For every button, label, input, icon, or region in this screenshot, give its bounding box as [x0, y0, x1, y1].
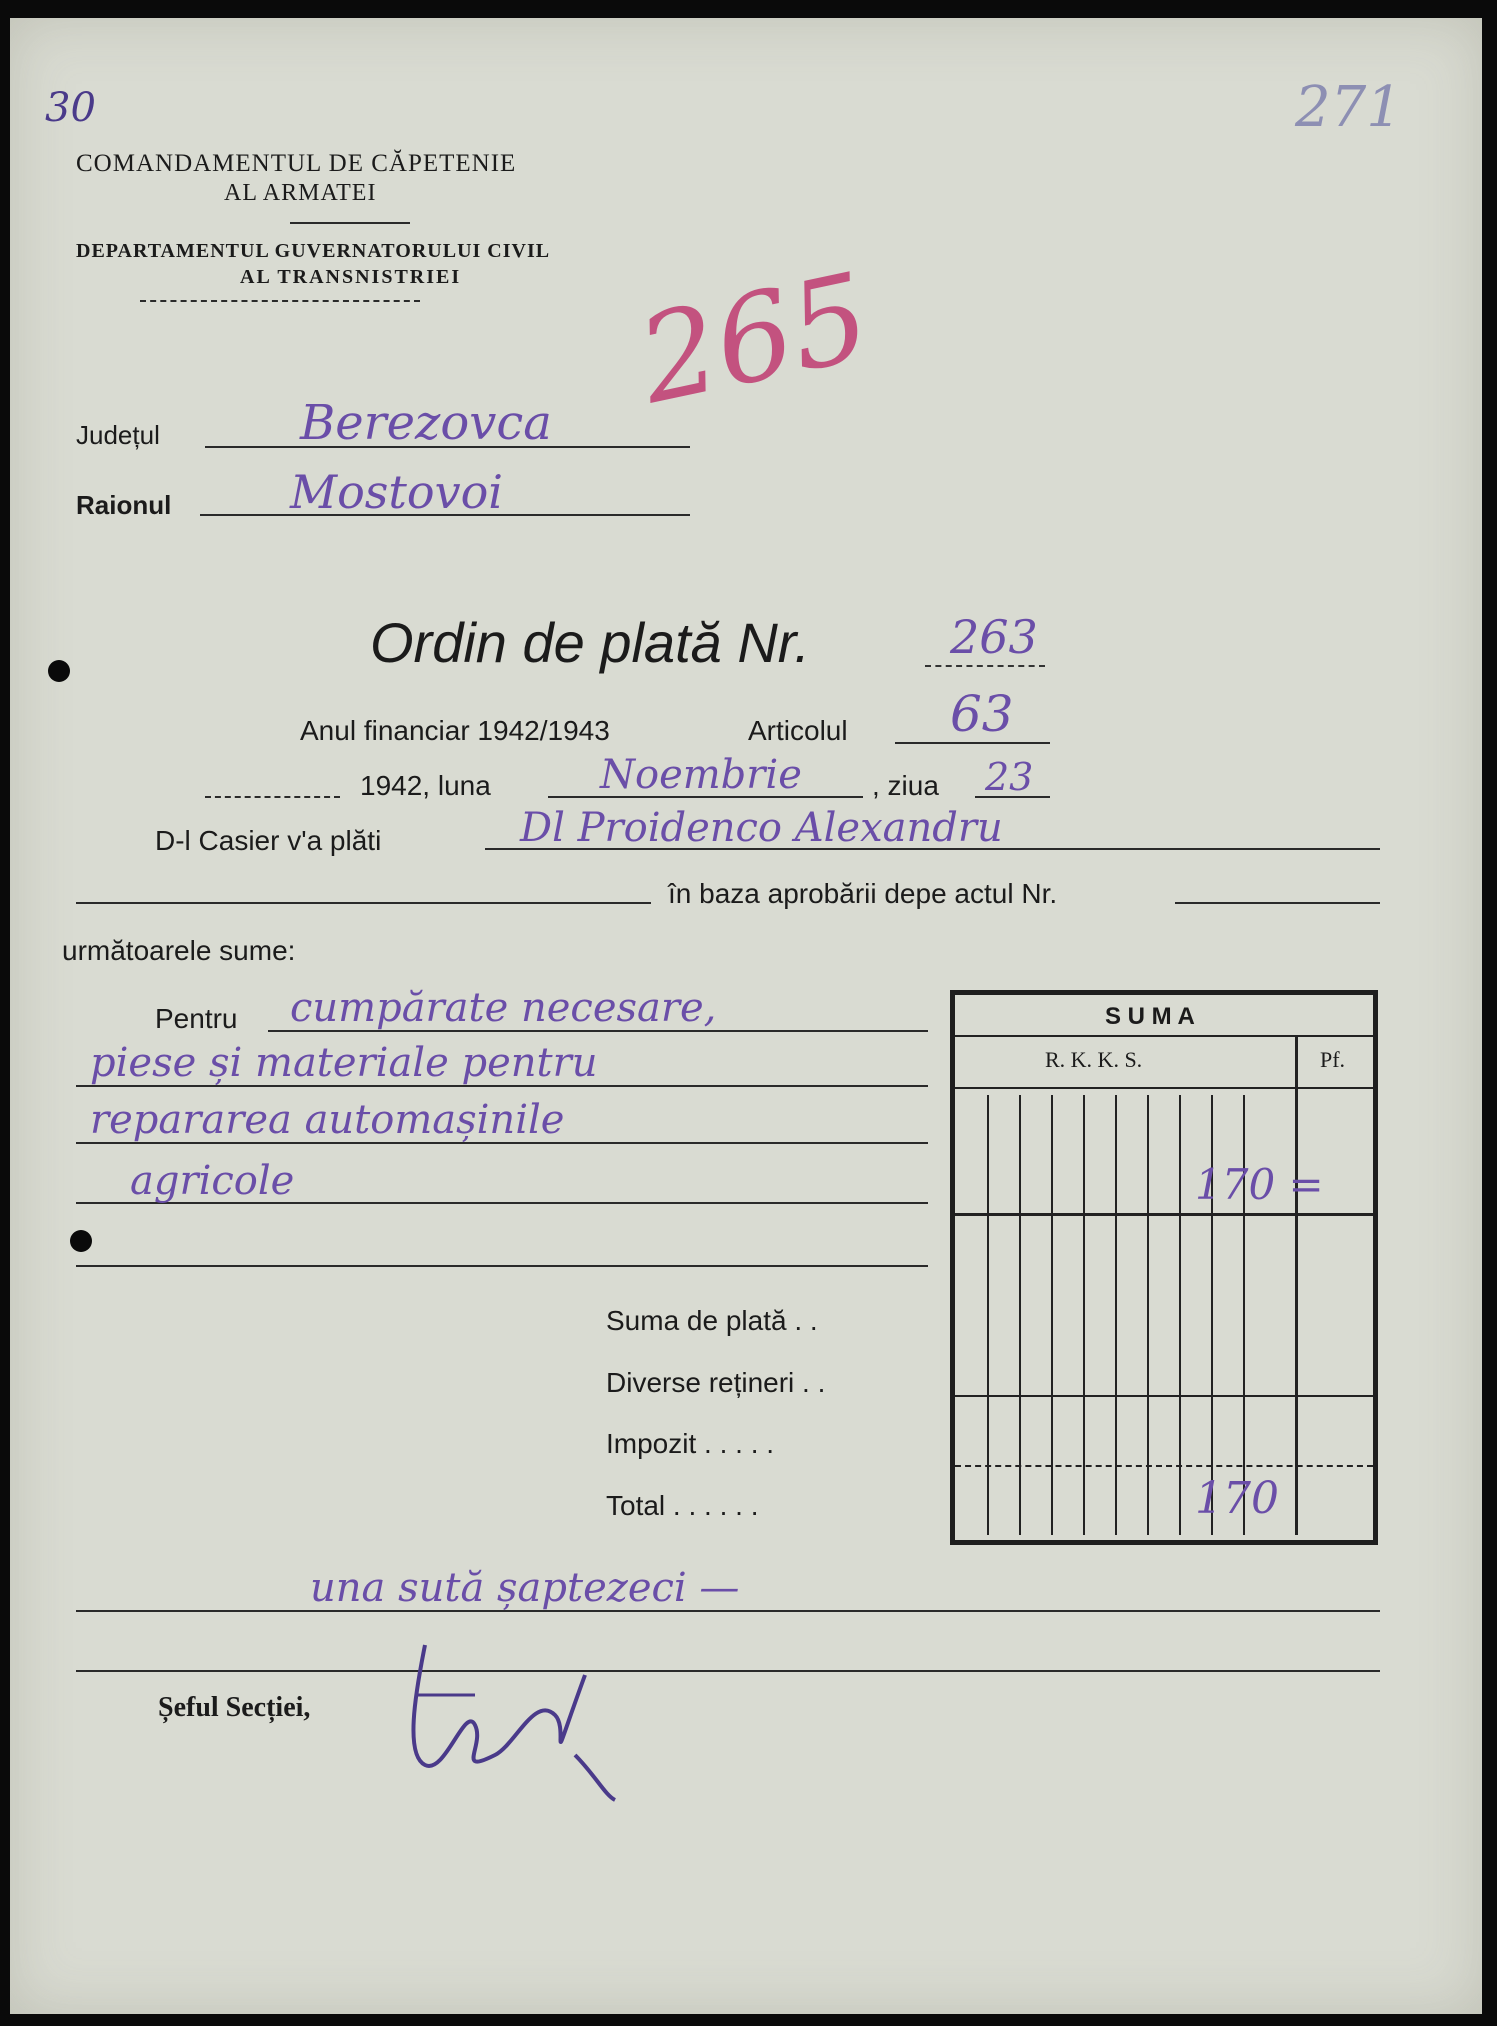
suma-rkks-header: R. K. K. S.	[1045, 1047, 1143, 1072]
purpose-line-5	[76, 1265, 928, 1267]
amount-words-line	[76, 1610, 1380, 1612]
purpose-text-1: cumpărate necesare,	[290, 985, 717, 1031]
header-line-1: COMANDAMENTUL DE CĂPETENIE	[76, 150, 517, 177]
suma-table	[950, 990, 1378, 1545]
suma-pf-header: Pf.	[1320, 1047, 1346, 1072]
amount-in-words: una sută șaptezeci —	[310, 1565, 740, 1611]
purpose-text-4: agricole	[130, 1158, 295, 1204]
luna-value: Noembrie	[600, 752, 802, 798]
suma-total-amount: 170	[1195, 1473, 1279, 1524]
header-divider	[290, 222, 410, 224]
impozit-label: Impozit . . . . .	[606, 1428, 775, 1459]
total-label: Total . . . . . .	[606, 1490, 759, 1521]
purpose-text-3: repararea automașinile	[90, 1097, 565, 1143]
binder-hole	[70, 1230, 92, 1252]
suma-subheader-divider	[955, 1087, 1373, 1089]
header-line-3: DEPARTAMENTUL GUVERNATORULUI CIVIL	[76, 240, 551, 262]
suma-pf-divider	[1295, 1035, 1298, 1535]
header-line-4: AL TRANSNISTRIEI	[240, 266, 462, 288]
purpose-text-2: piese și materiale pentru	[90, 1040, 598, 1086]
blank-line	[76, 1670, 1380, 1672]
binder-hole	[48, 660, 70, 682]
suma-de-plata-label: Suma de plată . .	[606, 1305, 818, 1336]
articol-label: Articolul	[748, 715, 848, 746]
suma-column	[987, 1095, 989, 1535]
raion-value: Mostovoi	[290, 465, 503, 519]
baza-prefix-line	[76, 902, 651, 904]
order-number: 263	[950, 610, 1038, 664]
suma-header: S U M A	[1105, 1003, 1195, 1030]
suma-row-divider	[955, 1395, 1373, 1397]
judet-label: Județul	[76, 420, 160, 450]
suma-column	[1179, 1095, 1181, 1535]
suma-column	[1147, 1095, 1149, 1535]
pentru-label: Pentru	[155, 1003, 238, 1034]
suma-column	[1051, 1095, 1053, 1535]
document-title: Ordin de plată Nr.	[370, 611, 810, 674]
ziua-value: 23	[985, 755, 1034, 799]
casier-value: Dl Proidenco Alexandru	[520, 805, 1003, 851]
pencil-page-number: 271	[1295, 75, 1402, 140]
suma-header-divider	[955, 1035, 1373, 1037]
corner-number: 30	[45, 85, 96, 131]
year-luna-label: 1942, luna	[360, 770, 491, 801]
order-number-line	[925, 665, 1045, 667]
red-handwritten-number: 265	[628, 247, 881, 432]
financial-year-label: Anul financiar 1942/1943	[300, 715, 610, 746]
date-prefix-line	[205, 796, 340, 798]
baza-line	[1175, 902, 1380, 904]
diverse-retineri-label: Diverse rețineri . .	[606, 1367, 826, 1398]
suma-column	[1115, 1095, 1117, 1535]
header-line-2: AL ARMATEI	[224, 180, 377, 206]
header-underline	[140, 300, 420, 302]
baza-label: în baza aprobării depe actul Nr.	[668, 878, 1058, 909]
judet-value: Berezovca	[300, 395, 552, 451]
articol-value: 63	[950, 685, 1014, 743]
signature-label: Șeful Secției,	[158, 1692, 311, 1723]
casier-label: D-l Casier v'a plăti	[155, 825, 382, 856]
suma-row-divider	[955, 1465, 1373, 1467]
suma-row-divider	[955, 1213, 1373, 1216]
suma-column	[1019, 1095, 1021, 1535]
sume-label: următoarele sume:	[62, 935, 296, 966]
ziua-label: , ziua	[872, 770, 939, 801]
suma-amount: 170 =	[1195, 1160, 1324, 1209]
raion-label: Raionul	[76, 490, 172, 520]
suma-column	[1083, 1095, 1085, 1535]
handwritten-signature	[385, 1635, 625, 1805]
